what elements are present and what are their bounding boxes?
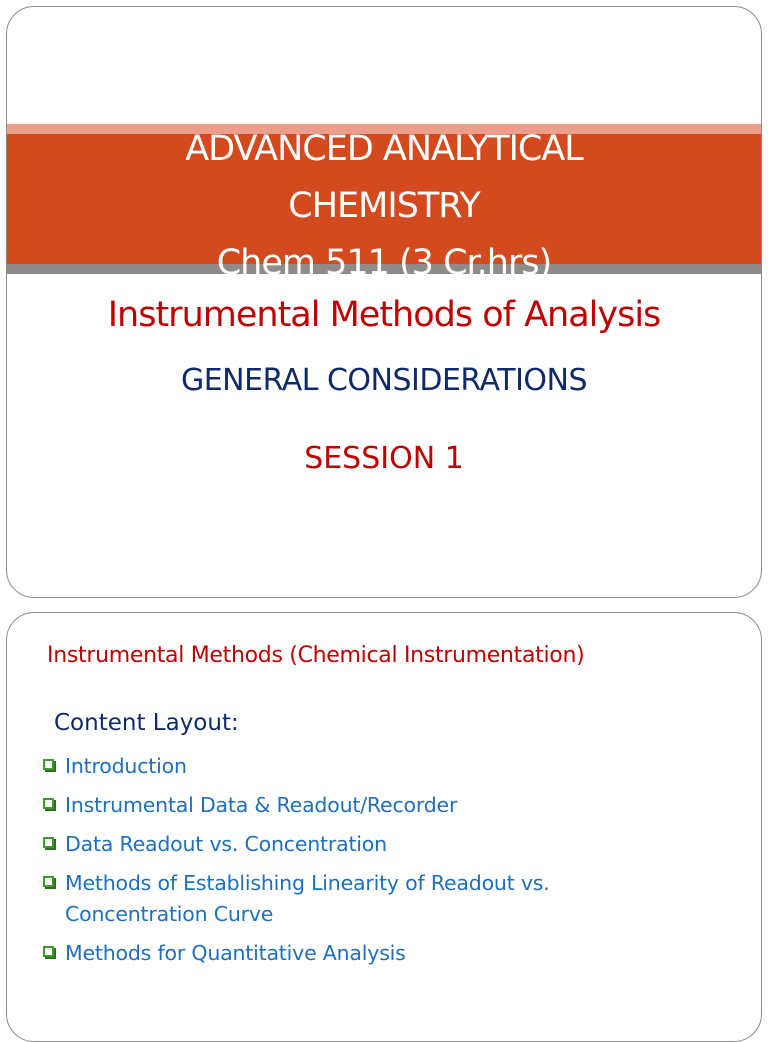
checkbox-square-icon <box>43 798 54 809</box>
checkbox-square-icon <box>43 946 54 957</box>
title-slide <box>6 6 762 598</box>
list-item <box>41 790 665 821</box>
course-title-line-3: Chem 511 (3 Cr.hrs) <box>216 243 552 283</box>
list-item-label: Data Readout vs. Concentration <box>65 832 387 856</box>
list-item <box>41 751 665 782</box>
list-item-label: Introduction <box>65 754 187 778</box>
session-label: SESSION 1 <box>304 441 464 476</box>
checkbox-square-icon <box>43 837 54 848</box>
list-item <box>41 868 665 930</box>
checkbox-square-icon <box>43 876 54 887</box>
list-item <box>41 938 665 969</box>
content-list <box>41 751 665 977</box>
content-layout-heading: Content Layout: <box>54 710 239 736</box>
content-slide <box>6 612 762 1042</box>
checkbox-square-icon <box>43 759 54 770</box>
content-slide-title: Instrumental Methods (Chemical Instrumentation) <box>47 643 585 668</box>
course-title <box>7 121 761 292</box>
section-heading: GENERAL CONSIDERATIONS <box>180 363 588 398</box>
course-title-line-1: ADVANCED ANALYTICAL <box>185 129 583 169</box>
list-item-label: Instrumental Data & Readout/Recorder <box>65 793 458 817</box>
list-item-label: Methods for Quantitative Analysis <box>65 941 406 965</box>
course-title-line-2: CHEMISTRY <box>288 186 480 226</box>
list-item <box>41 829 665 860</box>
list-item-label: Methods of Establishing Linearity of Readout vs. Concentration Curve <box>65 871 550 926</box>
subtitle: Instrumental Methods of Analysis <box>107 295 661 335</box>
